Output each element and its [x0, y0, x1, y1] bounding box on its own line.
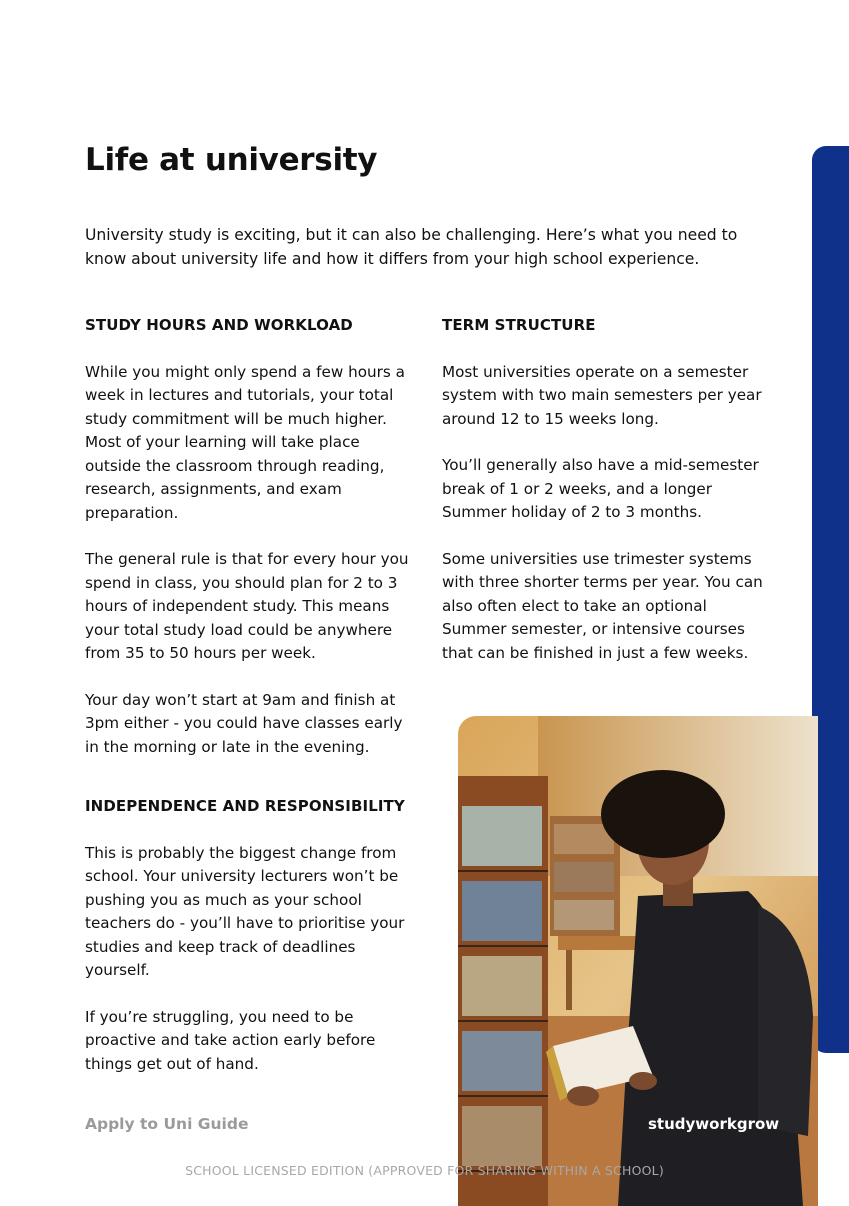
paragraph: While you might only spend a few hours a week in lectures and tutorials, your total study commitment will be much higher. Most of your learning will take place outside the classroom through reading, research, assignments, and exam preparation. [85, 362, 405, 522]
section-heading-term-structure: TERM STRUCTURE [442, 316, 596, 334]
intro-paragraph: University study is exciting, but it can also be challenging. Here’s what you need to know about university life and how it differs from your high school experience. [85, 226, 738, 268]
paragraph: Most universities operate on a semester system with two main semesters per year around 12 to 15 weeks long. [442, 362, 762, 428]
section-heading-independence: INDEPENDENCE AND RESPONSIBILITY [85, 797, 405, 815]
left-column [85, 314, 415, 1099]
paragraph: The general rule is that for every hour you spend in class, you should plan for 2 to 3 hours of independent study. This means your total study load could be anywhere from 35 to 50 hours per week. [85, 550, 409, 662]
brand-logo-text: studyworkgrow [648, 1115, 780, 1133]
paragraph: If you’re struggling, you need to be proactive and take action early before things get out of hand. [85, 1007, 376, 1073]
page-title: Life at university [85, 142, 378, 178]
right-column [442, 314, 772, 688]
edition-notice: SCHOOL LICENSED EDITION (APPROVED FOR SHARING WITHIN A SCHOOL) [185, 1163, 664, 1178]
paragraph: This is probably the biggest change from school. Your university lecturers won’t be pushing you as much as your school teachers do - you’ll have to prioritise your studies and keep track of deadlines yourself. [85, 843, 405, 979]
section-heading-study-hours: STUDY HOURS AND WORKLOAD [85, 316, 353, 334]
paragraph: Some universities use trimester systems with three shorter terms per year. You can also often elect to take an optional Summer semester, or intensive courses that can be finished in just a few weeks. [442, 549, 763, 662]
paragraph: Your day won’t start at 9am and finish at 3pm either - you could have classes early in the morning or late in the evening. [85, 690, 403, 756]
guide-name: Apply to Uni Guide [85, 1115, 249, 1133]
paragraph: You’ll generally also have a mid-semester break of 1 or 2 weeks, and a longer Summer holiday of 2 to 3 months. [442, 456, 759, 521]
